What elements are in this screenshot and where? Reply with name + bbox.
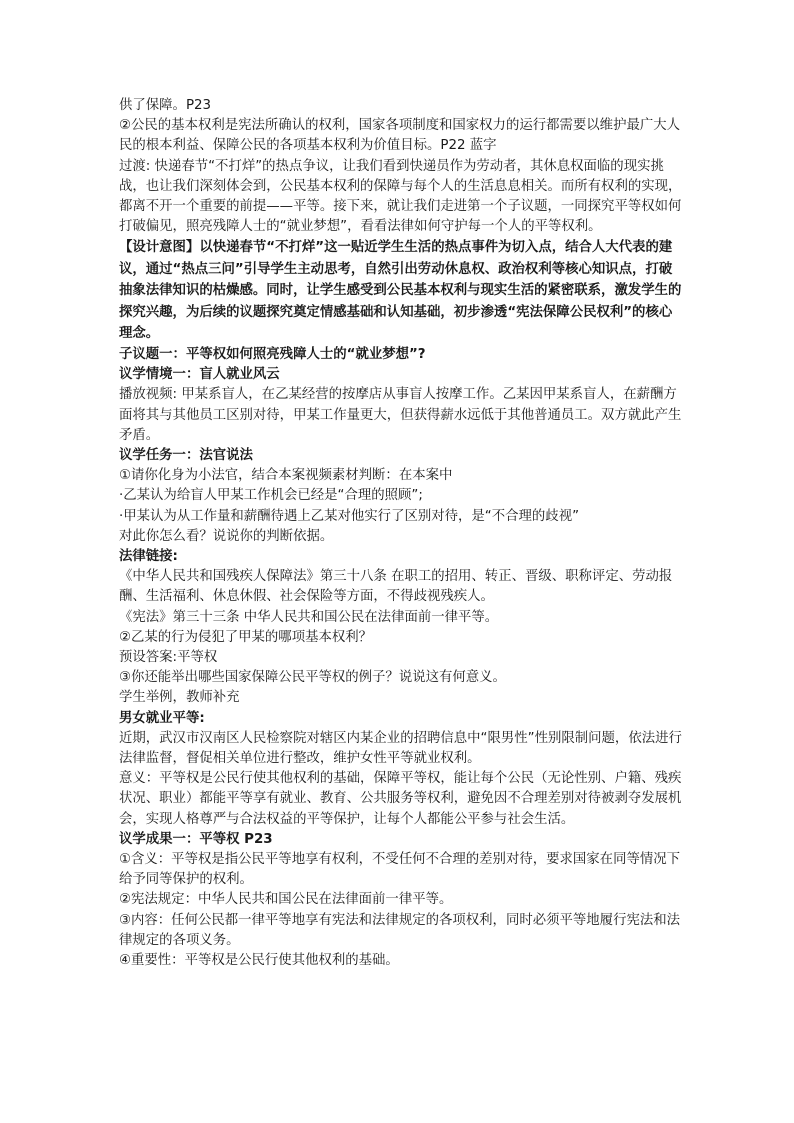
outcome-importance: ④重要性：平等权是公民行使其他权利的基础。 <box>119 953 399 969</box>
outcome-constitution: ②宪法规定：中华人民共和国公民在法律面前一律平等。 <box>119 892 453 908</box>
outcome-heading: 议学成果一：平等权 P23 <box>119 831 273 847</box>
paragraph-0: 供了保障。P23 <box>119 98 212 113</box>
bullet-1: ·乙某认为给盲人甲某工作机会已经是“合理的照顾”; <box>119 488 423 504</box>
sub-topic-heading: 子议题一：平等权如何照亮残障人士的“就业梦想”? <box>119 346 426 362</box>
design-intent-paragraph: 【设计意图】以快递春节“不打烊”这一贴近学生生活的热点事件为切入点，结合人大代表的建议，通过“热点三问”引导学生主动思考，自然引出劳动休息权、政治权利等核心知识点，打破抽象法律知识的枯燥感。同时，让学生感受到公民基本权利与现实生活的紧密联系，激发学生的探究兴趣，为后续的议题探究奠定情感基础和认知基础，初步渗透“宪法保障公民权利”的核心理念。 <box>119 240 682 342</box>
law-article-1: 《中华人民共和国残疾人保障法》第三十八条 在职工的招用、转正、晋级、职称评定、劳动报酬、生活福利、休息休假、社会保险等方面，不得歧视残疾人。 <box>119 569 673 605</box>
gender-equality-heading: 男女就业平等: <box>119 710 205 726</box>
scenario-heading: 议学情境一：盲人就业风云 <box>119 367 280 383</box>
question-2: ②乙某的行为侵犯了甲某的哪项基本权利？ <box>119 629 373 645</box>
law-article-2: 《宪法》第三十三条 中华人民共和国公民在法律面前一律平等。 <box>119 609 499 625</box>
preset-answer: 预设答案:平等权 <box>119 649 218 665</box>
video-description: 播放视频: 甲某系盲人，在乙某经营的按摩店从事盲人按摩工作。乙某因甲某系盲人，在薪酬方面将其与其他员工区别对待，甲某工作量更大，但获得薪水远低于其他普通员工。双方就此产生矛盾。 <box>119 387 682 443</box>
student-example-note: 学生举例，教师补充 <box>119 690 240 706</box>
transition-paragraph: 过渡: 快递春节“不打烊”的热点争议，让我们看到快递员作为劳动者，其休息权面临的现实挑战，也让我们深刻体会到，公民基本权利的保障与每个人的生活息息相关。而所有权利的实现，都离不开一个重要的前提——平等。接下来，就让我们走进第一个子议题，一同探究平等权如何打破偏见，照亮残障人士的“就业梦想”，看看法律如何守护每一个人的平等权利。 <box>119 158 682 235</box>
question-1: ①请你化身为小法官，结合本案视频素材判断：在本案中 <box>119 468 453 484</box>
bullet-2: ·甲某认为从工作量和薪酬待遇上乙某对他实行了区别对待，是“不合理的歧视” <box>119 508 580 524</box>
significance-paragraph: 意义：平等权是公民行使其他权利的基础，保障平等权，能让每个公民（无论性别、户籍、残疾状况、职业）都能平等享有就业、教育、公共服务等权利，避免因不合理差别对待被剥夺发展机会，实现人格尊严与合法权益的平等保护，让每个人都能公平参与社会生活。 <box>119 771 682 827</box>
paragraph-1: ②公民的基本权利是宪法所确认的权利，国家各项制度和国家权力的运行都需要以维护最广大人民的根本利益、保障公民的各项基本权利为价值目标。P22 蓝字 <box>119 118 681 154</box>
gender-equality-case: 近期，武汉市汉南区人民检察院对辖区内某企业的招聘信息中“限男性”性别限制问题，依法进行法律监督，督促相关单位进行整改，维护女性平等就业权利。 <box>119 730 682 766</box>
law-link-heading: 法律链接: <box>119 548 178 564</box>
document-body <box>119 96 685 971</box>
question-1-prompt: 对此你怎么看？说说你的判断依据。 <box>119 528 334 544</box>
task-heading: 议学任务一：法官说法 <box>119 447 253 463</box>
outcome-definition: ①含义：平等权是指公民平等地享有权利，不受任何不合理的差别对待，要求国家在同等情况下给予同等保护的权利。 <box>119 852 681 888</box>
outcome-content: ③内容：任何公民都一律平等地享有宪法和法律规定的各项权利，同时必须平等地履行宪法和法律规定的各项义务。 <box>119 912 681 948</box>
question-3: ③你还能举出哪些国家保障公民平等权的例子？说说这有何意义。 <box>119 670 506 686</box>
